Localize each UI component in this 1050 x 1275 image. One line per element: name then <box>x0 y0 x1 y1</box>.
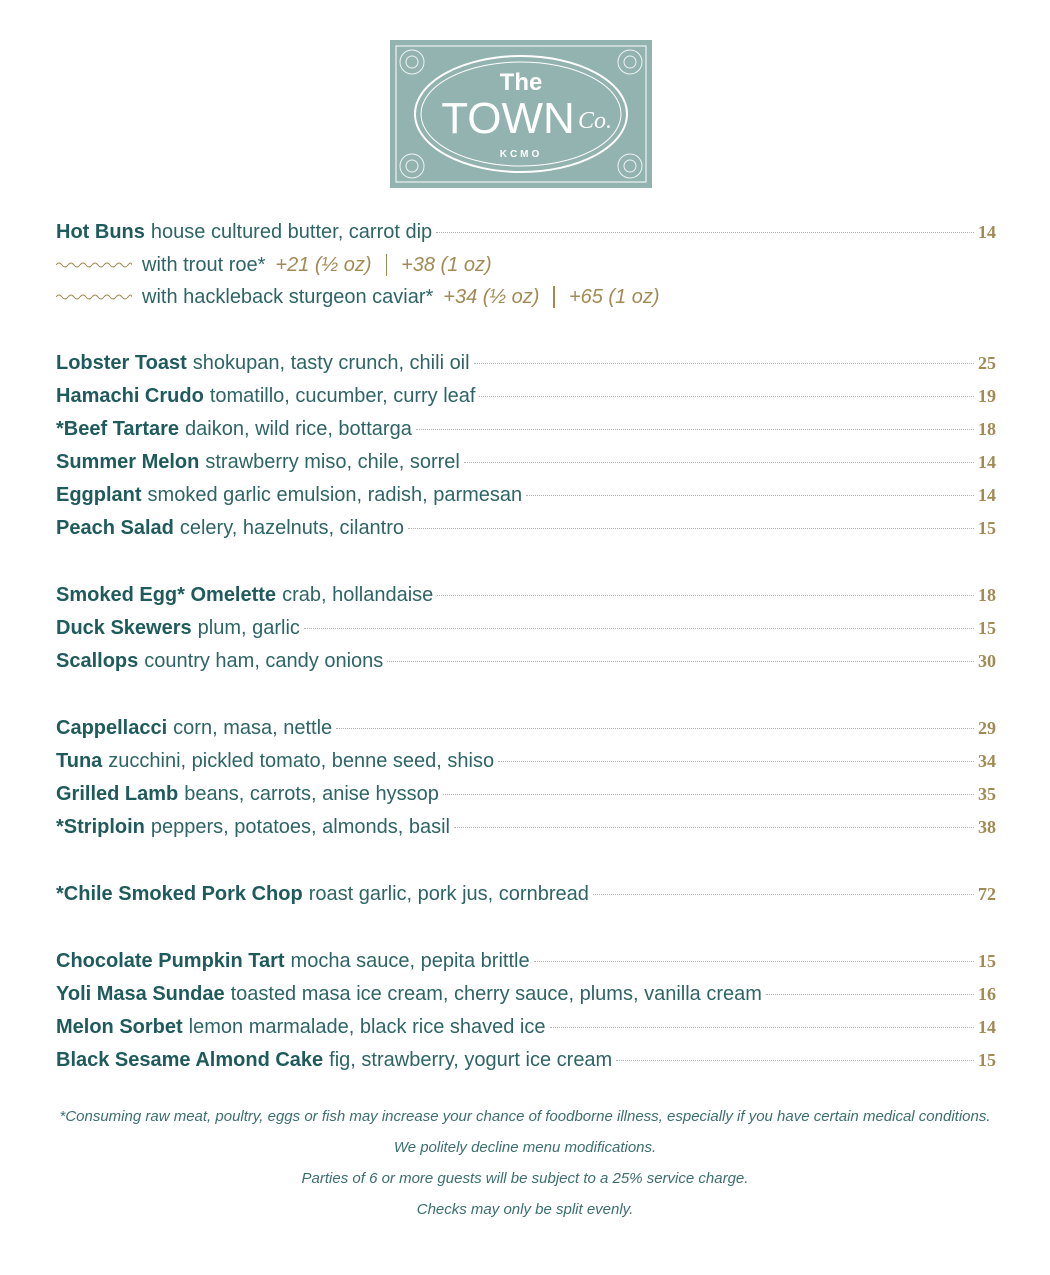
menu-item <box>56 1011 996 1044</box>
item-price: 16 <box>978 984 996 1004</box>
dot-leader <box>464 462 974 463</box>
item-price: 30 <box>978 651 996 671</box>
dot-leader <box>443 794 974 795</box>
menu-section-large-plates <box>56 712 996 844</box>
logo-kcmo: KCMO <box>499 149 543 160</box>
dot-leader <box>436 232 974 233</box>
item-name: Smoked Egg* Omelette <box>56 584 277 606</box>
item-description: peppers, potatoes, almonds, basil <box>150 816 450 838</box>
item-name: Summer Melon <box>56 451 200 473</box>
addon-price-half: +21 (½ oz) <box>275 254 372 276</box>
dot-leader <box>498 761 974 762</box>
item-name: Melon Sorbet <box>56 1016 183 1038</box>
item-name: Black Sesame Almond Cake <box>56 1049 324 1071</box>
item-name: *Beef Tartare <box>56 418 180 440</box>
item-name: Cappellacci <box>56 717 168 739</box>
menu-item <box>56 479 996 512</box>
menu-item <box>56 945 996 978</box>
dot-leader <box>437 595 974 596</box>
menu-footer <box>0 1103 1050 1227</box>
footer-food-warning: *Consuming raw meat, poultry, eggs or fish may increase your chance of foodborne illness, especially if you have certain medical conditions. <box>59 1108 991 1125</box>
item-price: 18 <box>978 419 996 439</box>
item-name: Hot Buns <box>56 221 145 243</box>
item-name: Tuna <box>56 750 103 772</box>
footer-service-charge-note: Parties of 6 or more guests will be subject to a 25% service charge. <box>301 1170 749 1187</box>
footer-modifications-note: We politely decline menu modifications. <box>393 1139 657 1156</box>
addon-label: with hackleback sturgeon caviar* <box>142 286 434 308</box>
item-name: Eggplant <box>56 484 142 506</box>
dot-leader <box>593 894 974 895</box>
item-price: 35 <box>978 784 996 804</box>
item-price: 72 <box>978 884 996 904</box>
item-price: 15 <box>978 618 996 638</box>
item-price: 25 <box>978 353 996 373</box>
menu-item <box>56 512 996 545</box>
price-separator <box>386 254 388 276</box>
item-description: toasted masa ice cream, cherry sauce, plums, vanilla cream <box>230 983 762 1005</box>
item-description: country ham, candy onions <box>144 650 384 672</box>
item-description: beans, carrots, anise hyssop <box>184 783 439 805</box>
menu-item <box>56 413 996 446</box>
menu-item <box>56 446 996 479</box>
dot-leader <box>304 628 974 629</box>
logo-town: TOWN <box>441 94 575 143</box>
menu-item <box>56 878 996 911</box>
price-separator <box>553 286 555 308</box>
item-description: celery, hazelnuts, cilantro <box>179 517 405 539</box>
menu-section-feature <box>56 878 996 911</box>
item-name: Lobster Toast <box>56 352 187 374</box>
item-description: fig, strawberry, yogurt ice cream <box>329 1049 613 1071</box>
dot-leader <box>336 728 974 729</box>
menu-item <box>56 347 996 380</box>
item-price: 29 <box>978 718 996 738</box>
dot-leader <box>408 528 974 529</box>
wavy-line-icon <box>56 292 132 302</box>
item-description: house cultured butter, carrot dip <box>150 221 433 243</box>
logo-co: Co. <box>577 108 613 134</box>
item-description: zucchini, pickled tomato, benne seed, shiso <box>108 750 495 772</box>
item-price: 19 <box>978 386 996 406</box>
dot-leader <box>550 1027 975 1028</box>
footer-split-checks-note: Checks may only be split evenly. <box>416 1201 634 1218</box>
item-price: 18 <box>978 585 996 605</box>
item-price: 34 <box>978 751 996 771</box>
dot-leader <box>479 396 974 397</box>
item-price: 14 <box>978 485 996 505</box>
menu-section-mid-plates <box>56 579 996 678</box>
item-price: 38 <box>978 817 996 837</box>
item-description: lemon marmalade, black rice shaved ice <box>188 1016 546 1038</box>
item-description: corn, masa, nettle <box>173 717 333 739</box>
dot-leader <box>534 961 974 962</box>
item-price: 15 <box>978 1050 996 1070</box>
menu-section-small-plates <box>56 347 996 545</box>
item-name: *Chile Smoked Pork Chop <box>56 883 303 905</box>
item-description: roast garlic, pork jus, cornbread <box>308 883 589 905</box>
logo-the: The <box>499 69 543 96</box>
item-price: 15 <box>978 951 996 971</box>
menu-item <box>56 1044 996 1077</box>
menu-item <box>56 745 996 778</box>
dot-leader <box>616 1060 974 1061</box>
item-name: Hamachi Crudo <box>56 385 204 407</box>
item-name: Yoli Masa Sundae <box>56 983 225 1005</box>
dot-leader <box>387 661 974 662</box>
menu-item <box>56 645 996 678</box>
wavy-line-icon <box>56 260 132 270</box>
menu-item <box>56 978 996 1011</box>
item-price: 14 <box>978 1017 996 1037</box>
item-price: 14 <box>978 222 996 242</box>
item-description: smoked garlic emulsion, radish, parmesan <box>147 484 523 506</box>
addon-price-half: +34 (½ oz) <box>443 286 540 308</box>
menu-item <box>56 380 996 413</box>
dot-leader <box>474 363 974 364</box>
addon-label: with trout roe* <box>142 254 266 276</box>
addon-price-full: +65 (1 oz) <box>568 286 660 308</box>
dot-leader <box>766 994 974 995</box>
item-description: plum, garlic <box>197 617 300 639</box>
menu-item <box>56 778 996 811</box>
item-price: 15 <box>978 518 996 538</box>
addon-price-full: +38 (1 oz) <box>401 254 492 276</box>
item-name: Duck Skewers <box>56 617 192 639</box>
dot-leader <box>454 827 974 828</box>
menu-item <box>56 579 996 612</box>
item-description: mocha sauce, pepita brittle <box>290 950 530 972</box>
town-co-logo <box>390 40 652 188</box>
item-name: Scallops <box>56 650 139 672</box>
menu-item <box>56 216 996 249</box>
menu-item <box>56 811 996 844</box>
item-description: tomatillo, cucumber, curry leaf <box>209 385 476 407</box>
item-description: strawberry miso, chile, sorrel <box>205 451 460 473</box>
menu <box>56 216 996 1111</box>
addon-row <box>56 281 996 313</box>
item-name: Chocolate Pumpkin Tart <box>56 950 285 972</box>
item-name: *Striploin <box>56 816 145 838</box>
item-description: crab, hollandaise <box>282 584 434 606</box>
item-name: Grilled Lamb <box>56 783 179 805</box>
addon-row <box>56 249 996 281</box>
item-name: Peach Salad <box>56 517 174 539</box>
dot-leader <box>526 495 974 496</box>
menu-item <box>56 612 996 645</box>
menu-section-desserts <box>56 945 996 1077</box>
item-price: 14 <box>978 452 996 472</box>
menu-section-bread <box>56 216 996 313</box>
dot-leader <box>416 429 974 430</box>
item-description: shokupan, tasty crunch, chili oil <box>192 352 470 374</box>
menu-item <box>56 712 996 745</box>
item-description: daikon, wild rice, bottarga <box>185 418 412 440</box>
